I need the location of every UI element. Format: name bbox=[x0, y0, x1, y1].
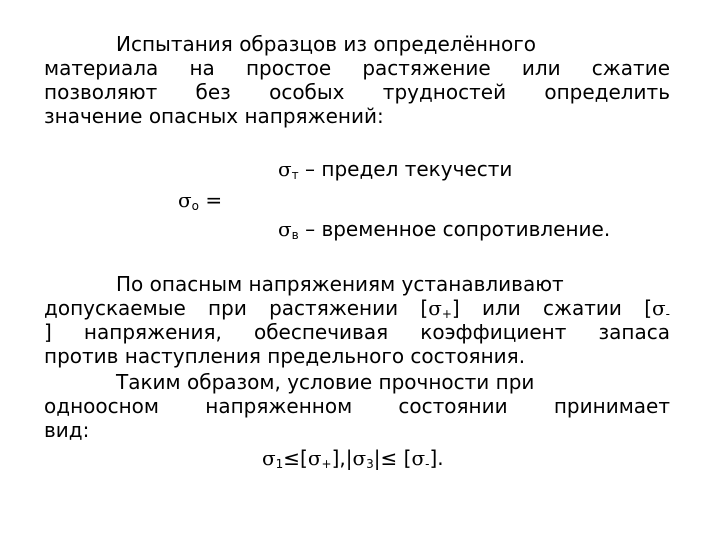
condition-line-3: вид: bbox=[44, 418, 90, 442]
formula-part-3: |≤ [ bbox=[373, 446, 412, 470]
intro-line-1: Испытания образцов из определённого bbox=[116, 32, 536, 56]
tension-subscript: + bbox=[441, 307, 452, 321]
condition-line-1: Таким образом, условие прочности при bbox=[116, 370, 535, 394]
intro-paragraph bbox=[44, 32, 670, 128]
sigma-symbol: σ bbox=[262, 446, 276, 470]
allowable-stress-paragraph bbox=[44, 272, 670, 368]
formula-part-1: ≤[ bbox=[283, 446, 308, 470]
lhs-subscript: о bbox=[191, 199, 199, 213]
sigma-symbol: σ bbox=[278, 217, 292, 241]
sigma-symbol: σ bbox=[307, 446, 322, 470]
yield-limit-case bbox=[278, 157, 512, 181]
allowable-line-2 bbox=[44, 296, 670, 320]
sub-3: 3 bbox=[366, 457, 374, 471]
allowable-text-1: допускаемые при растяжении [ bbox=[44, 296, 429, 320]
ultimate-strength-case bbox=[278, 217, 610, 241]
intro-line-3: позволяют без особых трудностей определить bbox=[44, 80, 670, 104]
sub-minus: - bbox=[425, 457, 430, 471]
sigma-symbol: σ bbox=[428, 296, 442, 320]
danger-stress-lhs bbox=[178, 188, 222, 212]
strength-condition-paragraph bbox=[44, 370, 670, 442]
ultimate-strength-text: – временное сопротивление. bbox=[298, 217, 611, 241]
allowable-line-4: против наступления предельного состояния. bbox=[44, 344, 526, 368]
intro-line-2: материала на простое растяжение или сжатие bbox=[44, 56, 670, 80]
compression-subscript: - bbox=[665, 307, 670, 321]
formula-part-2: ],| bbox=[331, 446, 353, 470]
sub-plus: + bbox=[321, 457, 332, 471]
allowable-line-1: По опасным напряжениям устанавливают bbox=[116, 272, 564, 296]
formula-part-4: ]. bbox=[429, 446, 444, 470]
sigma-symbol: σ bbox=[178, 188, 192, 212]
sigma-symbol: σ bbox=[652, 296, 666, 320]
intro-line-4: значение опасных напряжений: bbox=[44, 104, 384, 128]
strength-subscript: в bbox=[291, 228, 299, 242]
sub-1: 1 bbox=[275, 457, 284, 471]
sigma-symbol: σ bbox=[278, 157, 292, 181]
equals-sign: = bbox=[199, 188, 223, 212]
sigma-symbol: σ bbox=[352, 446, 367, 470]
allowable-text-2: ] или сжатии [ bbox=[451, 296, 652, 320]
sigma-symbol: σ bbox=[411, 446, 426, 470]
yield-subscript: т bbox=[291, 168, 299, 182]
strength-condition-formula bbox=[262, 446, 444, 470]
yield-limit-text: – предел текучести bbox=[298, 157, 513, 181]
condition-line-2: одноосном напряженном состоянии принимает bbox=[44, 394, 670, 418]
allowable-line-3: ] напряжения, обеспечивая коэффициент запаса bbox=[44, 320, 670, 344]
